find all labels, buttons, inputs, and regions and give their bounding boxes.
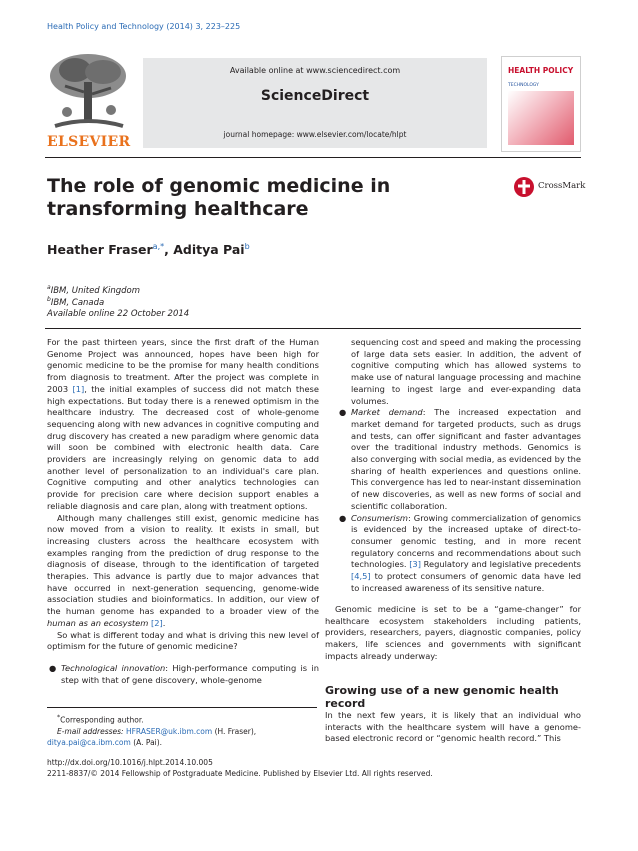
- author-affiliation-mark[interactable]: a,*: [152, 242, 165, 251]
- section-heading: Growing use of a new genomic health record: [325, 684, 559, 710]
- paragraph: For the past thirteen years, since the first draft of the Human Genome Project was announced, hopes have been high for genomic medicine to be the promise for many health conditions from diagnosis to treatment. After the project was complete in 2003 [1], the initial examples of success did not match these high expectations. But today there is a renewed optimism in the healthcare industry. The decreased cost of whole-genome sequencing along with new advances in cognitive computing and drug discovery has created a new paradigm where genomic data will soon be combined with electronic health data. Care providers are increasingly relying on genomic data to add another level of personalization to an individual's care plan. Cognitive computing and other analytics technologies can provide for precision care where decision support enables a reliable diagnosis and care plan, along with treatment options.: [47, 337, 319, 511]
- bullet-item: ● Technological innovation: High-performance computing is in step with that of gene discovery, whole-genome: [49, 662, 319, 685]
- available-online-url[interactable]: Available online at www.sciencedirect.com: [229, 66, 401, 75]
- cover-subtitle: TECHNOLOGY: [508, 83, 539, 88]
- available-online-date: Available online 22 October 2014: [47, 309, 190, 319]
- author-name[interactable]: Heather Fraser: [47, 242, 153, 258]
- bullet-continuation: sequencing cost and speed and making the processing of large data sets easier. In addition, the advent of cognitive computing which has allowed systems to make use of natural language processing and machine learning to ingest large and ever-expanding data volumes.: [351, 337, 581, 406]
- citation-link[interactable]: [1]: [72, 383, 85, 394]
- affiliation: $^a$IBM, United Kingdom: [47, 284, 140, 296]
- bullet-item: ● Consumerism: Growing commercialization of genomics is evidenced by the increased uptake of direct-to-consumer genomic testing, and in more recent regulatory concerns and recommendations about such technologies. [3] Regulatory and legislative precedents [4,5] to protect consumers of genomic data have led to increased awareness of its sensitive nature.: [339, 512, 581, 593]
- footnote: *Corresponding author. E-mail addresses: HFRASER@uk.ibm.com (H. Fraser), ditya.pai@ca.ibm.com (A. Pai).: [47, 714, 257, 747]
- bullet-item: ● Market demand: The increased expectation and market demand for targeted products, such as drugs and tests, can offer significant and faster advantages over the traditional industry methods. Genomics is also converging with social media, as evidenced by the sharing of health experiences and questions online. This convergence has led to near-instant dissemination of new discoveries, as well as new forms of social and scientific collaboration.: [339, 407, 581, 511]
- left-column: [47, 337, 319, 686]
- bullet-icon: ●: [339, 407, 347, 418]
- email-link[interactable]: ditya.pai@ca.ibm.com: [47, 737, 131, 747]
- sciencedirect-name: ScienceDirect: [260, 88, 370, 104]
- right-column: [337, 337, 581, 594]
- crossmark-badge[interactable]: [514, 177, 586, 199]
- citation-link[interactable]: [4,5]: [351, 571, 371, 582]
- paragraph: Although many challenges still exist, genomic medicine has now moved from a vision to reality. It exists in small, but increasing clusters across the healthcare ecosystem with examples ranging from the prediction of drug response to the diagnosis of disease, through to the identification of targeted therapies. This advance is partly due to major advances that have occurred in next-generation sequencing, genome-wide association studies and bioinformatics. In addition, our view of the human genome has expanded to a broader view of the human as an ecosystem [2].: [47, 512, 319, 628]
- author-list: Heather Fraser$^{a,*}$, Aditya Pai$^b$: [47, 242, 250, 258]
- journal-cover: [501, 56, 581, 152]
- journal-homepage[interactable]: journal homepage: www.elsevier.com/locate/hlpt: [223, 130, 407, 139]
- author-affiliation-mark[interactable]: b: [244, 242, 250, 251]
- bullet-icon: ●: [49, 662, 57, 673]
- citation-link[interactable]: [2]: [150, 617, 163, 628]
- crossmark-icon: [514, 177, 534, 197]
- bullet-icon: ●: [339, 512, 347, 523]
- article-title: The role of genomic medicine in transforming healthcare: [47, 175, 391, 220]
- email-link[interactable]: HFRASER@uk.ibm.com: [125, 726, 213, 736]
- paragraph: So what is different today and what is driving this new level of optimism for the future of genomic medicine?: [47, 629, 319, 652]
- sciencedirect-banner: [143, 58, 487, 148]
- citation-link[interactable]: [3]: [409, 559, 421, 570]
- paragraph: In the next few years, it is likely that an individual who interacts with the healthcare system will have a genome-based electronic record or “genomic health record.” This: [325, 710, 581, 744]
- cover-title: HEALTH POLICY: [508, 66, 574, 75]
- footnote-rule: [47, 707, 317, 708]
- journal-reference[interactable]: Health Policy and Technology (2014) 3, 223–225: [47, 22, 241, 31]
- crossmark-label: CrossMark: [538, 181, 586, 191]
- elsevier-wordmark: ELSEVIER: [47, 134, 131, 150]
- right-column-lower: [325, 604, 581, 663]
- doi-block: [47, 757, 433, 779]
- author-name[interactable]: Aditya Pai: [173, 242, 245, 258]
- doi-link[interactable]: http://dx.doi.org/10.1016/j.hlpt.2014.10.005: [47, 758, 213, 767]
- journal-cover-icon: [508, 91, 574, 145]
- affiliation: $^b$IBM, Canada: [47, 296, 105, 308]
- affiliation-rule: [45, 328, 581, 329]
- copyright-line: 2211-8837/© 2014 Fellowship of Postgraduate Medicine. Published by Elsevier Ltd. All rights reserved.: [47, 769, 433, 778]
- header-rule: [45, 157, 581, 158]
- paragraph: Genomic medicine is set to be a “game-changer” for healthcare ecosystem stakeholders including patients, providers, researchers, payers, diagnostic companies, policy makers, life sciences and governments with significant impacts already underway:: [325, 604, 581, 661]
